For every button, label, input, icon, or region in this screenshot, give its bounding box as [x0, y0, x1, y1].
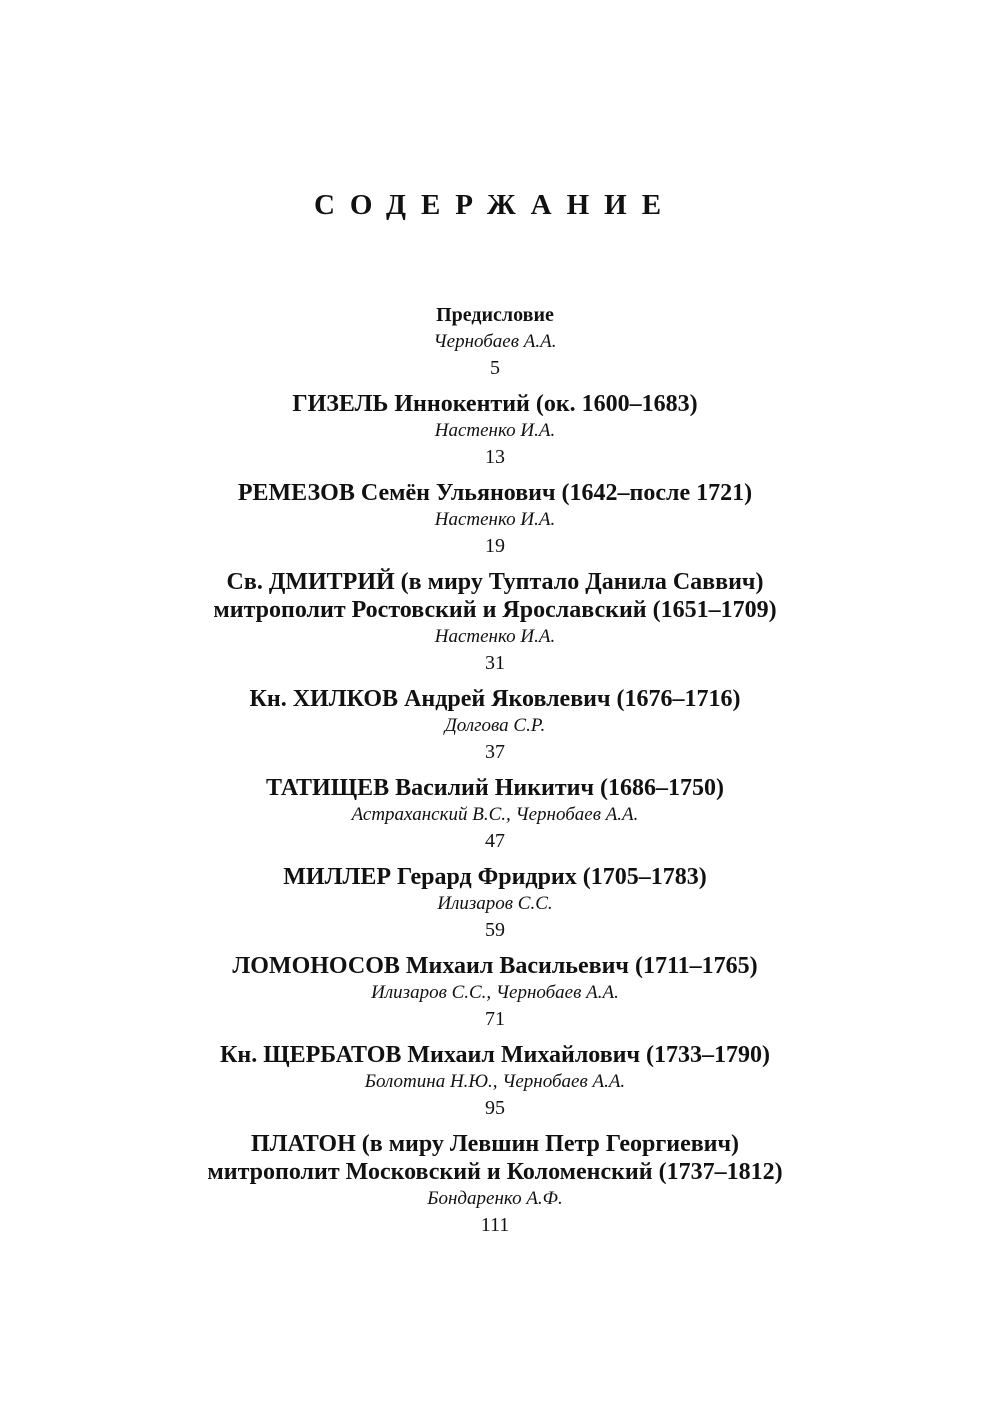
entry-title-line: ТАТИЩЕВ Василий Никитич (1686–1750) [266, 775, 724, 801]
entry-title [0, 1130, 990, 1186]
toc-entry[interactable] [0, 390, 990, 470]
entry-page-number: 111 [480, 1214, 510, 1236]
entry-page-number: 47 [485, 830, 505, 852]
entry-title-line: Предисловие [436, 304, 554, 326]
entry-title [0, 301, 990, 329]
entry-title [0, 952, 990, 980]
toc-entry[interactable] [0, 952, 990, 1032]
entry-title [0, 685, 990, 713]
toc-entry[interactable] [0, 479, 990, 559]
page-title: СОДЕРЖАНИЕ [313, 189, 677, 221]
entry-title [0, 863, 990, 891]
entry-page-number: 59 [485, 919, 505, 941]
entry-author: Бондаренко А.Ф. [427, 1188, 563, 1209]
toc-entry[interactable] [0, 1041, 990, 1121]
entry-title [0, 774, 990, 802]
toc-entry[interactable] [0, 301, 990, 381]
entry-title-line: Кн. ЩЕРБАТОВ Михаил Михайлович (1733–1790) [219, 1042, 771, 1068]
entry-author: Чернобаев А.А. [433, 331, 557, 352]
entry-page-number: 5 [490, 357, 500, 379]
entry-page-number: 19 [485, 535, 505, 557]
entry-title [0, 1041, 990, 1069]
entry-author: Илизаров С.С. [437, 893, 553, 914]
entry-page-number: 95 [485, 1097, 505, 1119]
entry-title-line: митрополит Ростовский и Ярославский (1651–1709) [213, 597, 777, 623]
entry-page-number: 37 [485, 741, 505, 763]
entry-author: Болотина Н.Ю., Чернобаев А.А. [364, 1071, 626, 1092]
entry-title [0, 479, 990, 507]
toc-entry[interactable] [0, 863, 990, 943]
entry-author: Настенко И.А. [434, 626, 556, 647]
table-of-contents [0, 301, 990, 1247]
entry-title-line: Св. ДМИТРИЙ (в миру Туптало Данила Саввич) [226, 569, 764, 595]
entry-title-line: ГИЗЕЛЬ Иннокентий (ок. 1600–1683) [292, 391, 698, 417]
entry-author: Долгова С.Р. [444, 715, 546, 736]
entry-title-line: Кн. ХИЛКОВ Андрей Яковлевич (1676–1716) [249, 686, 741, 712]
entry-page-number: 13 [485, 446, 505, 468]
toc-entry[interactable] [0, 568, 990, 676]
entry-title-line: ЛОМОНОСОВ Михаил Васильевич (1711–1765) [232, 953, 758, 979]
entry-title-line: митрополит Московский и Коломенский (1737–1812) [207, 1159, 783, 1185]
entry-author: Илизаров С.С., Чернобаев А.А. [371, 982, 619, 1003]
entry-page-number: 71 [485, 1008, 505, 1030]
toc-entry[interactable] [0, 774, 990, 854]
entry-author: Настенко И.А. [434, 509, 556, 530]
entry-title [0, 390, 990, 418]
entry-title-line: МИЛЛЕР Герард Фридрих (1705–1783) [283, 864, 707, 890]
entry-author: Настенко И.А. [434, 420, 556, 441]
entry-title-line: ПЛАТОН (в миру Левшин Петр Георгиевич) [250, 1131, 740, 1157]
entry-author: Астраханский В.С., Чернобаев А.А. [351, 804, 639, 825]
toc-entry[interactable] [0, 1130, 990, 1238]
entry-title [0, 568, 990, 624]
entry-page-number: 31 [485, 652, 505, 674]
toc-entry[interactable] [0, 685, 990, 765]
entry-title-line: РЕМЕЗОВ Семён Ульянович (1642–после 1721) [237, 480, 753, 506]
